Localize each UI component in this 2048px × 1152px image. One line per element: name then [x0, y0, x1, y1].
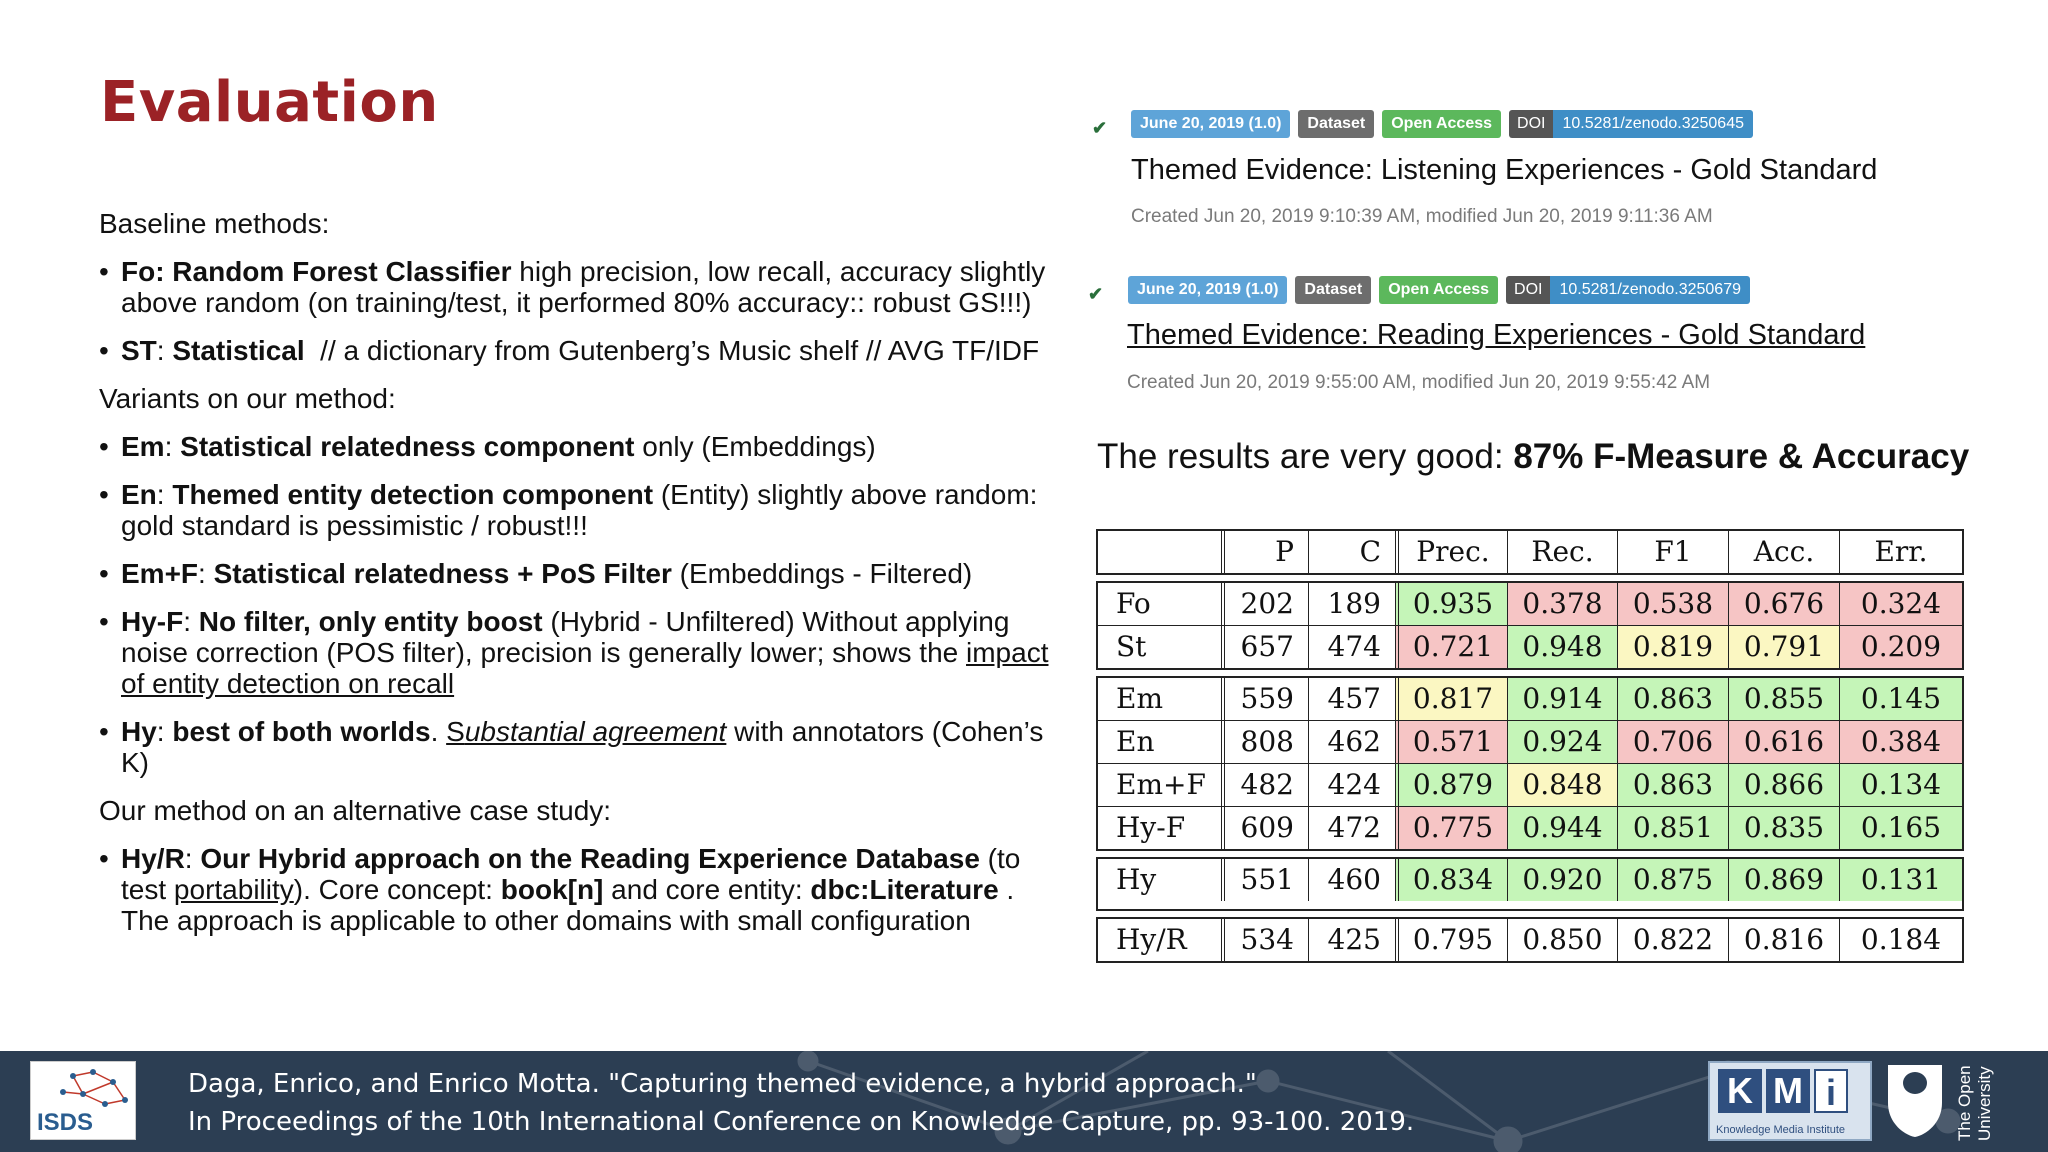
open-university-shield-icon: [1886, 1063, 1944, 1139]
row-label: Fo: [1116, 587, 1151, 620]
cell-c: 472: [1308, 807, 1395, 849]
em-sep: :: [164, 431, 181, 462]
cell-rec: 0.924: [1507, 721, 1617, 763]
hy-agreement: ubstantial agreement: [464, 716, 727, 747]
table-row: [1096, 676, 1964, 721]
version-badge: June 20, 2019 (1.0): [1131, 110, 1290, 138]
hyr-t1: (to test: [121, 843, 1021, 905]
table-header-row: [1096, 529, 1964, 575]
cell-c: 457: [1308, 678, 1395, 720]
table-divider: [1096, 901, 1964, 911]
row-label: Hy: [1116, 863, 1157, 896]
em-text: only (Embeddings): [634, 431, 876, 462]
hyr-sep: :: [184, 843, 201, 874]
emf-name: Statistical relatedness + PoS Filter: [213, 558, 672, 589]
results-table: [1096, 529, 1964, 963]
cell-f1: 0.706: [1617, 721, 1728, 763]
cell-c: 462: [1308, 721, 1395, 763]
doi-value: 10.5281/zenodo.3250645: [1553, 110, 1753, 138]
network-logo-icon: [33, 1064, 133, 1114]
hyf-impact-link[interactable]: impact of entity detection on recall: [121, 637, 1049, 699]
cell-c: 474: [1308, 626, 1395, 668]
cell-p: 202: [1221, 583, 1308, 625]
cell-prec: 0.817: [1395, 678, 1507, 720]
hyf-code: Hy-F: [121, 606, 184, 637]
cell-rec: 0.948: [1507, 626, 1617, 668]
header-cell: Prec.: [1395, 531, 1507, 573]
cell-rec: 0.850: [1507, 919, 1617, 961]
cell-err: 0.209: [1839, 626, 1962, 668]
header-cell: F1: [1617, 531, 1728, 573]
em-name: Statistical relatedness component: [180, 431, 635, 462]
hy-name: best of both worlds: [172, 716, 431, 747]
bullet-en: [99, 479, 1059, 541]
cell-p: 808: [1221, 721, 1308, 763]
header-cell: Acc.: [1728, 531, 1839, 573]
record-1-badges: [1131, 110, 1753, 138]
cell-c: 460: [1308, 859, 1395, 901]
cell-prec: 0.795: [1395, 919, 1507, 961]
table-row: [1096, 764, 1964, 807]
kmi-caption: Knowledge Media Institute: [1716, 1124, 1846, 1136]
table-row: [1096, 807, 1964, 851]
cell-f1: 0.863: [1617, 678, 1728, 720]
cell-prec: 0.775: [1395, 807, 1507, 849]
citation-line-2: In Proceedings of the 10th International Conference on Knowledge Capture, pp. 93-100. 2019.: [188, 1107, 1415, 1137]
header-cell: Err.: [1839, 531, 1962, 573]
version-badge: June 20, 2019 (1.0): [1128, 276, 1287, 304]
hyf-text: (Hybrid - Unfiltered) Without applying noise correction (POS filter), precision is generally lower; shows the: [121, 606, 1010, 668]
hyr-name: Our Hybrid approach on the Reading Experience Database: [200, 843, 980, 874]
cell-acc: 0.855: [1728, 678, 1839, 720]
record-2-title[interactable]: Themed Evidence: Reading Experiences - Gold Standard: [1127, 319, 1866, 351]
access-badge: Open Access: [1382, 110, 1501, 138]
header-cell: Rec.: [1507, 531, 1617, 573]
row-label: Em+F: [1116, 768, 1206, 801]
cell-err: 0.165: [1839, 807, 1962, 849]
record-2-meta: Created Jun 20, 2019 9:55:00 AM, modified Jun 20, 2019 9:55:42 AM: [1127, 372, 1711, 393]
cell-f1: 0.822: [1617, 919, 1728, 961]
cell-acc: 0.791: [1728, 626, 1839, 668]
table-row: [1096, 721, 1964, 764]
hy-text: with annotators (Cohen’s K): [121, 716, 1044, 778]
hy-dot: .: [430, 716, 447, 747]
record-1-meta: Created Jun 20, 2019 9:10:39 AM, modified Jun 20, 2019 9:11:36 AM: [1131, 206, 1713, 227]
hyr-entity: dbc:Literature: [810, 874, 999, 905]
row-label: En: [1116, 725, 1155, 758]
hyf-name: No filter, only entity boost: [198, 606, 543, 637]
header-cell: P: [1221, 531, 1308, 573]
emf-code: Em+F: [121, 558, 199, 589]
type-badge: Dataset: [1295, 276, 1371, 304]
bullet-hyr: [99, 843, 1059, 936]
bullet-hy: [99, 716, 1059, 778]
ou-line-2: University: [1975, 1066, 1994, 1141]
kmi-letter: i: [1814, 1069, 1848, 1113]
emf-text: (Embeddings - Filtered): [671, 558, 973, 589]
record-1-title[interactable]: Themed Evidence: Listening Experiences - Gold Standard: [1131, 154, 1878, 186]
bullet-st: [99, 335, 1059, 366]
alt-heading: Our method on an alternative case study:: [99, 795, 612, 826]
hyr-t3: and core entity:: [603, 874, 811, 905]
header-cell: C: [1308, 531, 1395, 573]
cell-f1: 0.538: [1617, 583, 1728, 625]
record-2-badges: [1128, 276, 1750, 304]
cell-f1: 0.851: [1617, 807, 1728, 849]
st-name: Statistical: [172, 335, 305, 366]
slide-title: Evaluation: [100, 70, 439, 135]
kmi-logo: [1708, 1061, 1872, 1141]
cell-rec: 0.378: [1507, 583, 1617, 625]
row-label: Em: [1116, 682, 1163, 715]
results-highlight: 87% F-Measure & Accuracy: [1513, 437, 1970, 476]
bullet-fo: [99, 256, 1059, 318]
cell-rec: 0.944: [1507, 807, 1617, 849]
fo-name: Fo: Random Forest Classifier: [121, 256, 512, 287]
cell-p: 657: [1221, 626, 1308, 668]
cell-acc: 0.616: [1728, 721, 1839, 763]
method-list: [99, 208, 1059, 953]
hyf-sep: :: [183, 606, 199, 637]
en-sep: :: [156, 479, 173, 510]
st-code: ST: [121, 335, 157, 366]
cell-p: 551: [1221, 859, 1308, 901]
table-row: [1096, 917, 1964, 963]
row-label: St: [1116, 630, 1147, 663]
fo-text: high precision, low recall, accuracy slightly above random (on training/test, it performed 80% accuracy:: robust GS!!!): [121, 256, 1046, 318]
hy-sep: :: [156, 716, 173, 747]
cell-p: 559: [1221, 678, 1308, 720]
citation: [188, 1065, 1414, 1141]
row-label: Hy/R: [1116, 923, 1187, 956]
doi-label: DOI: [1509, 110, 1553, 138]
doi-value: 10.5281/zenodo.3250679: [1550, 276, 1750, 304]
cell-err: 0.384: [1839, 721, 1962, 763]
results-summary: [1097, 437, 1969, 477]
table-row: [1096, 581, 1964, 626]
cell-err: 0.324: [1839, 583, 1962, 625]
doi-label: DOI: [1506, 276, 1550, 304]
isds-logo: [30, 1061, 136, 1140]
bullet-em: [99, 431, 1059, 462]
footer-bar: [0, 1051, 2048, 1152]
cell-p: 609: [1221, 807, 1308, 849]
bullet-emf: [99, 558, 1059, 589]
hyr-t4: . The approach is applicable to other domains with small configuration: [121, 874, 1015, 936]
row-label: Hy-F: [1116, 811, 1186, 844]
bullet-hyf: [99, 606, 1059, 699]
cell-rec: 0.848: [1507, 764, 1617, 806]
cell-p: 482: [1221, 764, 1308, 806]
cell-f1: 0.875: [1617, 859, 1728, 901]
cell-p: 534: [1221, 919, 1308, 961]
baseline-heading: Baseline methods:: [99, 208, 330, 239]
kmi-letter: K: [1718, 1069, 1762, 1113]
results-prefix: The results are very good:: [1097, 437, 1514, 476]
en-text: (Entity) slightly above random: gold standard is pessimistic / robust!!!: [121, 479, 1038, 541]
check-icon: ✔: [1088, 284, 1104, 304]
doi-badge[interactable]: [1506, 276, 1750, 304]
hyr-t2: ). Core concept:: [293, 874, 501, 905]
table-row: [1096, 626, 1964, 670]
table-row: [1096, 857, 1964, 901]
cell-prec: 0.935: [1395, 583, 1507, 625]
st-sep: :: [156, 335, 173, 366]
em-code: Em: [121, 431, 165, 462]
st-text: // a dictionary from Gutenberg’s Music shelf // AVG TF/IDF: [304, 335, 1040, 366]
hyr-concept: book[n]: [500, 874, 604, 905]
cell-f1: 0.863: [1617, 764, 1728, 806]
cell-acc: 0.866: [1728, 764, 1839, 806]
isds-logo-text: ISDS: [37, 1109, 94, 1136]
en-code: En: [121, 479, 157, 510]
emf-sep: :: [198, 558, 214, 589]
kmi-letter: M: [1766, 1069, 1810, 1113]
citation-line-1: Daga, Enrico, and Enrico Motta. "Capturing themed evidence, a hybrid approach.": [188, 1069, 1257, 1099]
cell-acc: 0.869: [1728, 859, 1839, 901]
cell-acc: 0.835: [1728, 807, 1839, 849]
access-badge: Open Access: [1379, 276, 1498, 304]
header-cell: [1098, 531, 1221, 573]
doi-badge[interactable]: [1509, 110, 1753, 138]
hyr-portability: portability: [173, 874, 294, 905]
cell-err: 0.145: [1839, 678, 1962, 720]
cell-prec: 0.879: [1395, 764, 1507, 806]
cell-acc: 0.816: [1728, 919, 1839, 961]
cell-acc: 0.676: [1728, 583, 1839, 625]
cell-c: 424: [1308, 764, 1395, 806]
cell-f1: 0.819: [1617, 626, 1728, 668]
cell-err: 0.184: [1839, 919, 1962, 961]
cell-prec: 0.571: [1395, 721, 1507, 763]
type-badge: Dataset: [1298, 110, 1374, 138]
hy-code: Hy: [121, 716, 157, 747]
cell-err: 0.134: [1839, 764, 1962, 806]
cell-prec: 0.721: [1395, 626, 1507, 668]
cell-err: 0.131: [1839, 859, 1962, 901]
open-university-wordmark: [1952, 1063, 2002, 1143]
en-name: Themed entity detection component: [172, 479, 654, 510]
cell-rec: 0.914: [1507, 678, 1617, 720]
hyr-code: Hy/R: [121, 843, 185, 874]
check-icon: ✔: [1092, 118, 1108, 138]
cell-c: 189: [1308, 583, 1395, 625]
cell-c: 425: [1308, 919, 1395, 961]
variants-heading: Variants on our method:: [99, 383, 396, 414]
cell-prec: 0.834: [1395, 859, 1507, 901]
ou-line-1: The Open: [1955, 1065, 1974, 1141]
hy-s-letter: S: [446, 716, 465, 747]
cell-rec: 0.920: [1507, 859, 1617, 901]
